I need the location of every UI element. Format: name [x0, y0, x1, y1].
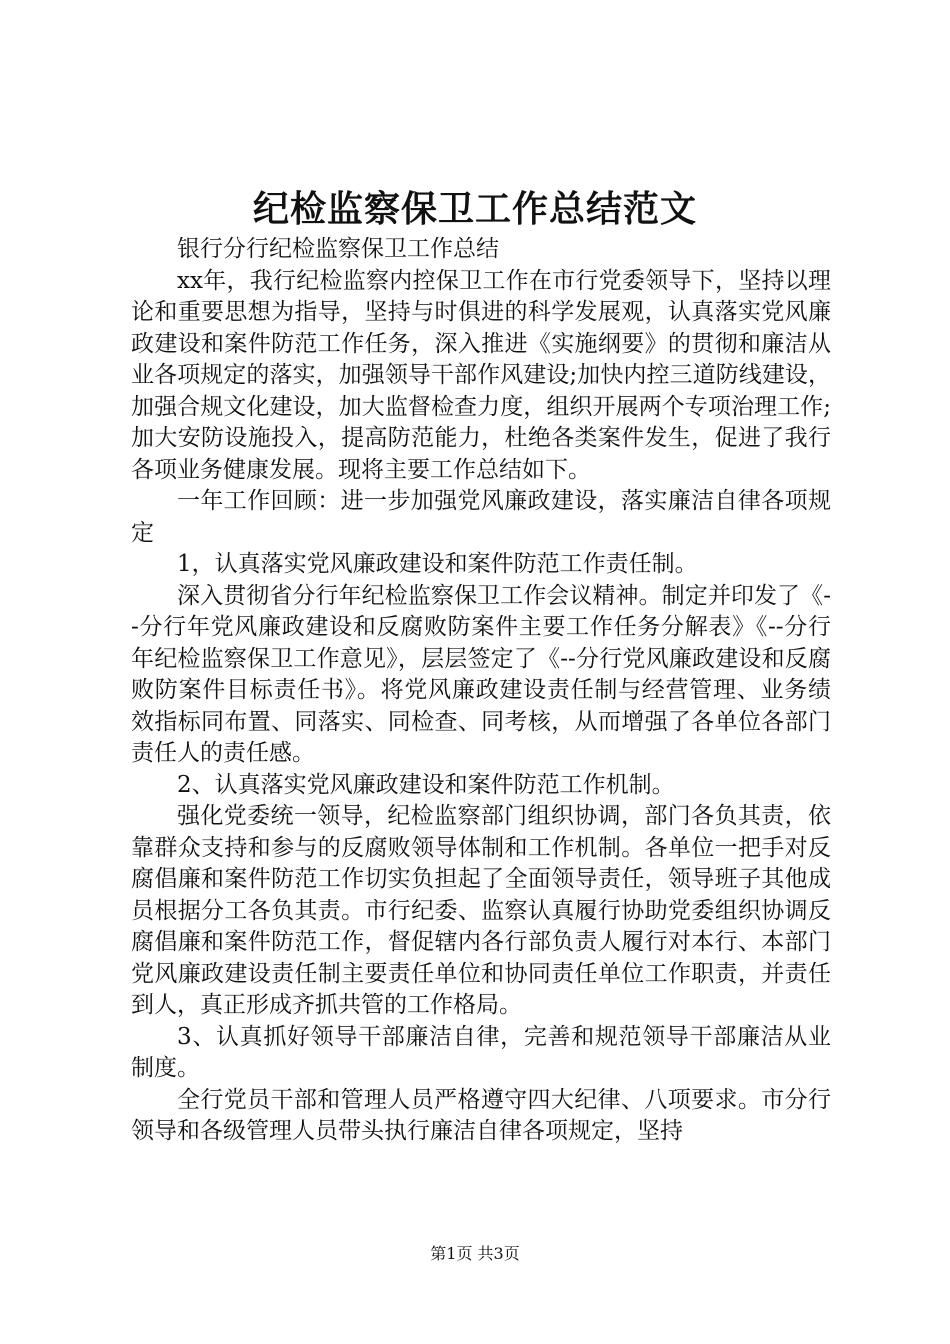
paragraph-intro: xx年，我行纪检监察内控保卫工作在市行党委领导下，坚持以理论和重要思想为指导，坚持与时俱进的科学发展观，认真落实党风廉政建设和案件防范工作任务，深入推进《实施纲要》的贯彻和廉洁从业各项规定的落实，加强领导干部作风建设;加快内控三道防线建设，加强合规文化建设，加大监督检查力度，组织开展两个专项治理工作;加大安防设施投入，提高防范能力，杜绝各类案件发生，促进了我行各项业务健康发展。现将主要工作总结如下。 [131, 267, 831, 483]
page-number: 第1页 共3页 [430, 1244, 520, 1263]
paragraph-section-heading: 一年工作回顾：进一步加强党风廉政建设，落实廉洁自律各项规定 [131, 488, 831, 546]
document-body [131, 234, 831, 1148]
paragraph-item-1-heading: 1，认真落实党风廉政建设和案件防范工作责任制。 [177, 551, 698, 577]
paragraph-subtitle: 银行分行纪检监察保卫工作总结 [177, 236, 499, 262]
paragraph-item-2-heading: 2、认真落实党风廉政建设和案件防范工作机制。 [177, 771, 675, 798]
document-title: 纪检监察保卫工作总结范文 [252, 188, 697, 230]
paragraph-item-1-body: 深入贯彻省分行年纪检监察保卫工作会议精神。制定并印发了《--分行年党风廉政建设和反腐败防案件主要工作任务分解表》《--分行年纪检监察保卫工作意见》，层层签定了《--分行党风廉政建设和反腐败防案件目标责任书》。将党风廉政建设责任制与经营管理、业务绩效指标同布置、同落实、同检查、同考核，从而增强了各单位各部门责任人的责任感。 [131, 582, 831, 766]
paragraph-item-2-body: 强化党委统一领导，纪检监察部门组织协调，部门各负其责，依靠群众支持和参与的反腐败领导体制和工作机制。各单位一把手对反腐倡廉和案件防范工作切实负担起了全面领导责任，领导班子其他成员根据分工各负其责。市行纪委、监察认真履行协助党委组织协调反腐倡廉和案件防范工作，督促辖内各行部负责人履行对本行、本部门党风廉政建设责任制主要责任单位和协同责任单位工作职责，并责任到人，真正形成齐抓共管的工作格局。 [131, 803, 831, 1018]
paragraph-item-3-body: 全行党员干部和管理人员严格遵守四大纪律、八项要求。市分行领导和各级管理人员带头执行廉洁自律各项规定，坚持 [131, 1086, 831, 1144]
paragraph-item-3-heading: 3、认真抓好领导干部廉洁自律，完善和规范领导干部廉洁从业制度。 [131, 1023, 831, 1081]
